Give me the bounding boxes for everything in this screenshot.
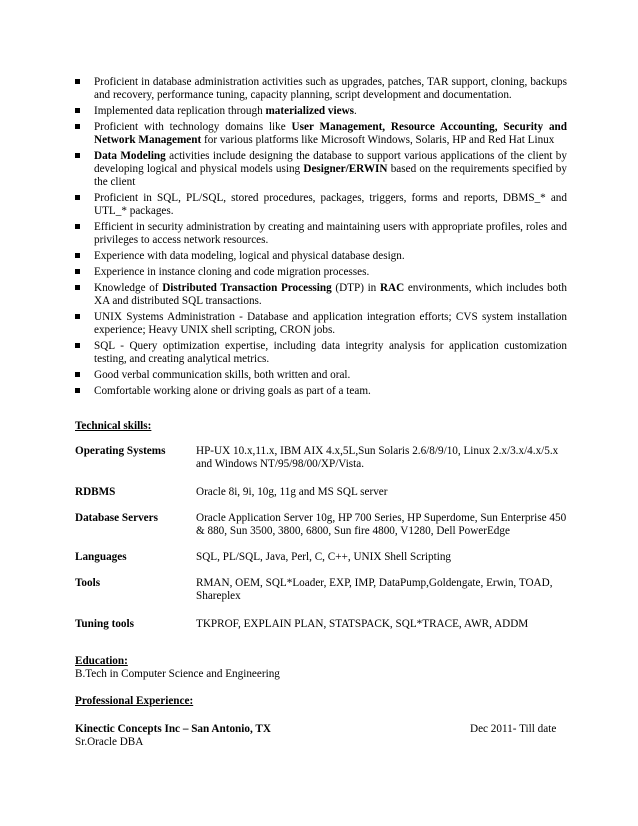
square-bullet-icon	[75, 153, 80, 158]
experience-heading: Professional Experience:	[75, 695, 194, 707]
square-bullet-icon	[75, 124, 80, 129]
skill-label: Database Servers	[75, 512, 158, 524]
text-segment: Proficient in SQL, PL/SQL, stored procedures, packages, triggers, forms and reports, DBMS_* and UTL_* packages.	[94, 192, 567, 217]
skill-value: HP-UX 10.x,11.x, IBM AIX 4.x,5L,Sun Solaris 2.6/8/9/10, Linux 2.x/3.x/4.x/5.x and Windows NT/95/98/00/XP/Vista.	[196, 445, 559, 470]
text-segment: based on the requirements specified by the client	[94, 163, 567, 188]
text-segment: UNIX Systems Administration - Database and application integration efforts; CVS system installation experience; Heavy UNIX shell scripting, CRON jobs.	[94, 311, 567, 336]
bold-text-segment: Data Modeling	[94, 150, 166, 162]
text-segment: activities include designing the database to support various applications of the client by developing logical and physical models using	[94, 150, 567, 175]
square-bullet-icon	[75, 195, 80, 200]
summary-bullet-item	[75, 385, 567, 398]
square-bullet-icon	[75, 108, 80, 113]
summary-bullet-item	[75, 221, 567, 247]
skill-value: Oracle Application Server 10g, HP 700 Series, HP Superdome, Sun Enterprise 450 & 880, Sun 3500, 3800, 6800, Sun fire 4800, V1280, Dell PowerEdge	[196, 512, 567, 537]
skill-value: RMAN, OEM, SQL*Loader, EXP, IMP, DataPump,Goldengate, Erwin, TOAD, Shareplex	[196, 577, 553, 602]
skill-row-tuning-tools	[75, 618, 575, 631]
text-segment: Proficient with technology domains like	[94, 121, 292, 133]
summary-bullet-item	[75, 121, 567, 147]
employment-dates: Dec 2011- Till date	[470, 723, 557, 735]
skill-row-rdbms	[75, 486, 575, 512]
square-bullet-icon	[75, 372, 80, 377]
text-segment: Efficient in security administration by creating and maintaining users with appropriate profiles, roles and privileges to access network resources.	[94, 221, 567, 246]
skill-row-database-servers	[75, 512, 575, 551]
text-segment: environments, which includes both XA and distributed SQL transactions.	[94, 282, 567, 307]
summary-bullet-item	[75, 150, 567, 189]
skill-label: Operating Systems	[75, 445, 166, 457]
technical-skills-table	[75, 445, 575, 631]
text-segment: (DTP) in	[331, 282, 380, 294]
text-segment: Experience in instance cloning and code migration processes.	[94, 266, 370, 278]
text-segment: Proficient in database administration activities such as upgrades, patches, TAR support, cloning, backups and recovery, performance tuning, capacity planning, script development and documentation.	[94, 76, 567, 101]
bold-text-segment: materialized views	[265, 105, 355, 117]
skill-value: TKPROF, EXPLAIN PLAN, STATSPACK, SQL*TRACE, AWR, ADDM	[196, 618, 529, 630]
technical-skills-heading: Technical skills:	[75, 420, 152, 432]
text-segment: for various platforms like Microsoft Windows, Solaris, HP and Red Hat Linux	[201, 134, 555, 146]
text-segment: .	[354, 105, 357, 117]
summary-bullet-item	[75, 76, 567, 102]
skill-value: SQL, PL/SQL, Java, Perl, C, C++, UNIX Shell Scripting	[196, 551, 452, 563]
text-segment: Good verbal communication skills, both written and oral.	[94, 369, 351, 381]
square-bullet-icon	[75, 269, 80, 274]
education-degree: B.Tech in Computer Science and Engineering	[75, 668, 280, 680]
text-segment: Implemented data replication through	[94, 105, 266, 117]
text-segment: SQL - Query optimization expertise, including data integrity analysis for application customization testing, and creating analytical metrics.	[94, 340, 567, 365]
summary-bullet-item	[75, 340, 567, 366]
bold-text-segment: RAC	[379, 282, 405, 294]
experience-entry-header	[75, 723, 575, 736]
skill-row-tools	[75, 577, 575, 618]
bold-text-segment: User Management, Resource Accounting, Security and Network Management	[94, 121, 567, 146]
skills-summary-list	[75, 76, 567, 401]
summary-bullet-item	[75, 369, 567, 382]
summary-bullet-item	[75, 192, 567, 218]
square-bullet-icon	[75, 343, 80, 348]
summary-bullet-item	[75, 266, 567, 279]
skill-value: Oracle 8i, 9i, 10g, 11g and MS SQL server	[196, 486, 388, 498]
summary-bullet-item	[75, 311, 567, 337]
skill-label: Tools	[75, 577, 101, 589]
skill-label: RDBMS	[75, 486, 116, 498]
summary-bullet-item	[75, 282, 567, 308]
bold-text-segment: Distributed Transaction Processing	[162, 282, 332, 294]
skill-row-operating-systems	[75, 445, 575, 486]
skill-row-languages	[75, 551, 575, 577]
job-title: Sr.Oracle DBA	[75, 736, 144, 748]
skill-label: Tuning tools	[75, 618, 134, 630]
text-segment: Knowledge of	[94, 282, 163, 294]
square-bullet-icon	[75, 285, 80, 290]
square-bullet-icon	[75, 79, 80, 84]
skill-label: Languages	[75, 551, 127, 563]
square-bullet-icon	[75, 388, 80, 393]
bold-text-segment: Designer/ERWIN	[303, 163, 388, 175]
employer-name: Kinectic Concepts Inc – San Antonio, TX	[75, 723, 271, 735]
summary-bullet-item	[75, 250, 567, 263]
square-bullet-icon	[75, 314, 80, 319]
square-bullet-icon	[75, 224, 80, 229]
education-heading: Education:	[75, 655, 128, 667]
square-bullet-icon	[75, 253, 80, 258]
text-segment: Experience with data modeling, logical and physical database design.	[94, 250, 405, 262]
text-segment: Comfortable working alone or driving goals as part of a team.	[94, 385, 371, 397]
summary-bullet-item	[75, 105, 567, 118]
